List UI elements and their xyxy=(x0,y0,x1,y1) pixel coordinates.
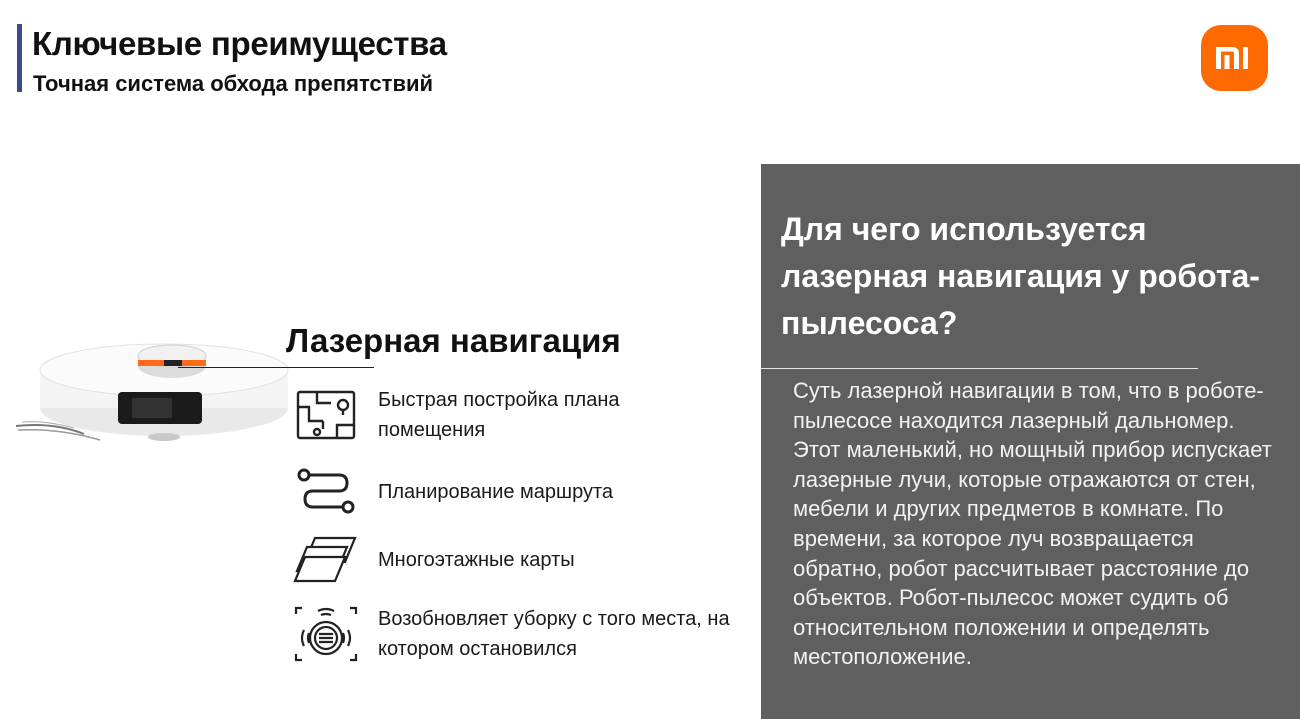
info-panel xyxy=(761,164,1300,719)
page-title: Ключевые преимущества xyxy=(32,25,447,62)
robot-vacuum-image xyxy=(14,330,304,450)
pointer-line xyxy=(178,367,374,368)
title-accent-bar xyxy=(17,24,22,92)
feature-label: Планирование маршрута xyxy=(378,481,614,503)
route-icon xyxy=(290,460,362,524)
mi-logo-icon xyxy=(1201,25,1268,91)
floor-plan-icon xyxy=(290,383,362,447)
feature-label: Многоэтажные карты xyxy=(378,549,575,571)
layers-icon xyxy=(290,528,362,592)
resume-cleaning-icon xyxy=(290,602,362,666)
feature-item-floor-plan xyxy=(290,383,668,447)
panel-heading: Для чего используется лазерная навигация у робота-пылесоса? xyxy=(781,211,1260,341)
feature-item-multilevel xyxy=(290,528,575,592)
feature-item-route xyxy=(290,460,613,524)
feature-label: Быстрая постройка плана помещения xyxy=(378,389,620,441)
panel-divider xyxy=(761,368,1198,369)
feature-item-resume-cleaning xyxy=(290,602,758,666)
page-subtitle: Точная система обхода препятствий xyxy=(33,71,434,96)
panel-body-text: Суть лазерной навигации в том, что в роботе-пылесосе находится лазерный дальномер. Этот маленький, но мощный прибор испускает лазерные лучи, которые отражаются от стен, мебели и других предметов в комнате. По времени, за которое луч возвращается обратно, робот рассчитывает расстояние до объектов. Робот-пылесос может судить об относительном положении и определять местоположение. xyxy=(793,378,1272,670)
feature-label: Возобновляет уборку с того места, на котором остановился xyxy=(378,608,730,660)
section-heading: Лазерная навигация xyxy=(286,322,621,359)
